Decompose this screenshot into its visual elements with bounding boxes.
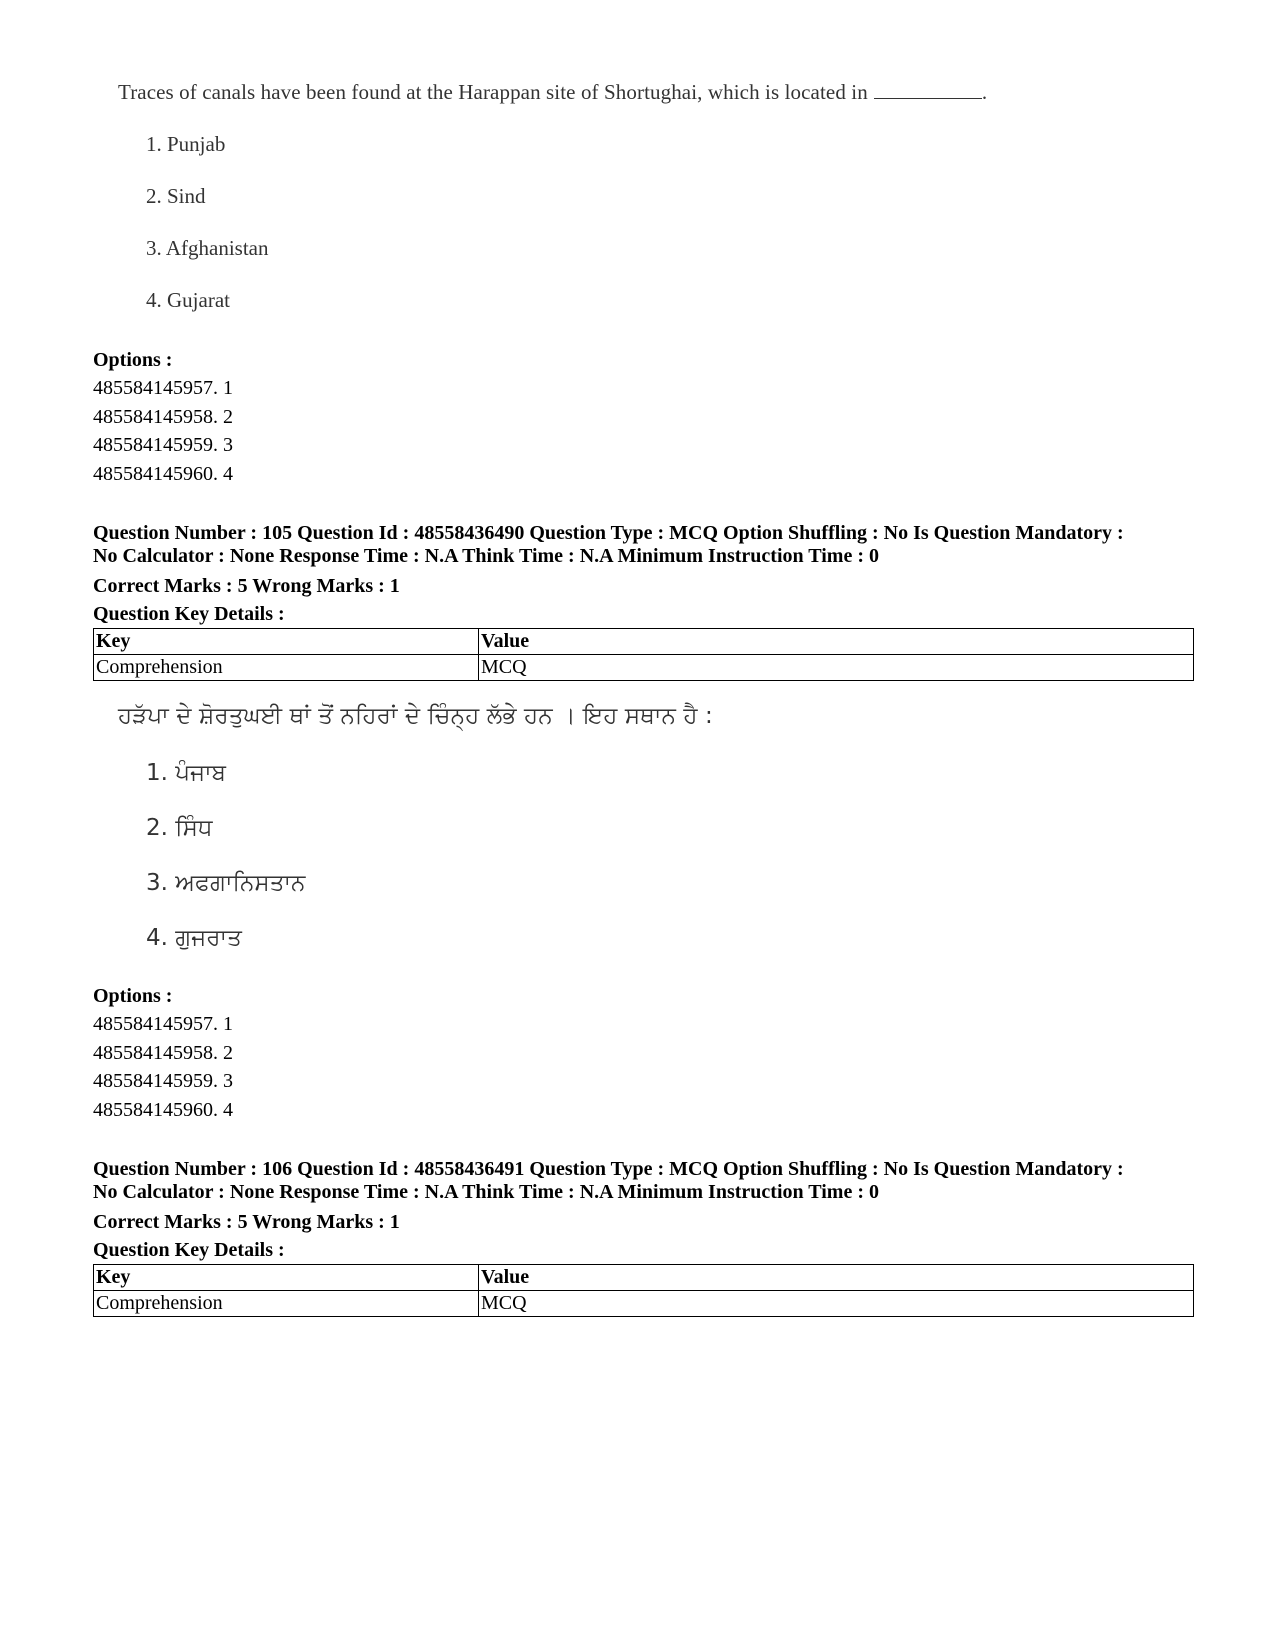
option-id-2: 485584145958. 2 (93, 405, 233, 428)
table-cell-key: Comprehension (94, 655, 479, 681)
question-106-header (93, 1158, 1193, 1317)
question-option-4: 4. Gujarat (146, 288, 230, 312)
options-section (93, 346, 1193, 488)
table-header-row (94, 629, 1194, 655)
question-option-2: 2. Sind (146, 184, 206, 208)
options-section (93, 982, 1193, 1124)
option-id-2: 485584145958. 2 (93, 1041, 233, 1064)
table-header-key: Key (94, 629, 479, 655)
question-option-3: 3. Afghanistan (146, 236, 269, 260)
question-stem-end: . (981, 80, 988, 104)
marks-line: Correct Marks : 5 Wrong Marks : 1 (93, 1211, 400, 1233)
options-label: Options : (93, 349, 173, 371)
key-details-table (93, 1264, 1194, 1317)
table-cell-key: Comprehension (94, 1291, 479, 1317)
table-row (94, 1291, 1194, 1317)
option-id-1: 485584145957. 1 (93, 1013, 233, 1035)
question-stem (118, 80, 1118, 105)
option-id-4: 485584145960. 4 (93, 1098, 233, 1121)
question-image-punjabi (118, 703, 1118, 983)
answer-blank (874, 98, 982, 99)
key-details-label: Question Key Details : (93, 603, 285, 625)
question-stem-text: Traces of canals have been found at the Harappan site of Shortughai, which is located in (118, 80, 868, 104)
option-id-3: 485584145959. 3 (93, 434, 233, 456)
question-option-3: 3. ਅਫਗਾਨਿਸਤਾਨ (146, 870, 306, 896)
table-header-value: Value (479, 629, 1194, 655)
question-meta-line-1: Question Number : 106 Question Id : 48558436491 Question Type : MCQ Option Shuffling : No Is Question Mandatory : (93, 1158, 1124, 1180)
key-details-table (93, 628, 1194, 681)
table-cell-value: MCQ (479, 655, 1194, 681)
option-id-4: 485584145960. 4 (93, 462, 233, 485)
question-option-1: 1. ਪੰਜਾਬ (146, 760, 227, 786)
question-stem: ਹੜੱਪਾ ਦੇ ਸ਼ੋਰਤੁਘਈ ਥਾਂ ਤੋਂ ਨਹਿਰਾਂ ਦੇ ਚਿੰਨ੍ਹ ਲੱਭੇ ਹਨ । ਇਹ ਸਥਾਨ ਹੈ : (118, 703, 713, 729)
key-details-label: Question Key Details : (93, 1239, 285, 1261)
question-105-header (93, 522, 1193, 681)
table-header-row (94, 1265, 1194, 1291)
question-meta-line-1: Question Number : 105 Question Id : 48558436490 Question Type : MCQ Option Shuffling : No Is Question Mandatory : (93, 522, 1124, 544)
marks-line: Correct Marks : 5 Wrong Marks : 1 (93, 575, 400, 597)
table-cell-value: MCQ (479, 1291, 1194, 1317)
option-id-1: 485584145957. 1 (93, 377, 233, 399)
option-id-3: 485584145959. 3 (93, 1070, 233, 1092)
question-image-english (118, 80, 1118, 330)
table-header-value: Value (479, 1265, 1194, 1291)
question-option-2: 2. ਸਿੰਧ (146, 815, 213, 841)
question-option-1: 1. Punjab (146, 132, 226, 156)
question-meta-line-2: No Calculator : None Response Time : N.A Think Time : N.A Minimum Instruction Time : 0 (93, 545, 879, 567)
question-meta-line-2: No Calculator : None Response Time : N.A Think Time : N.A Minimum Instruction Time : 0 (93, 1181, 879, 1203)
table-header-key: Key (94, 1265, 479, 1291)
table-row (94, 655, 1194, 681)
question-option-4: 4. ਗੁਜਰਾਤ (146, 925, 242, 951)
options-label: Options : (93, 985, 173, 1007)
